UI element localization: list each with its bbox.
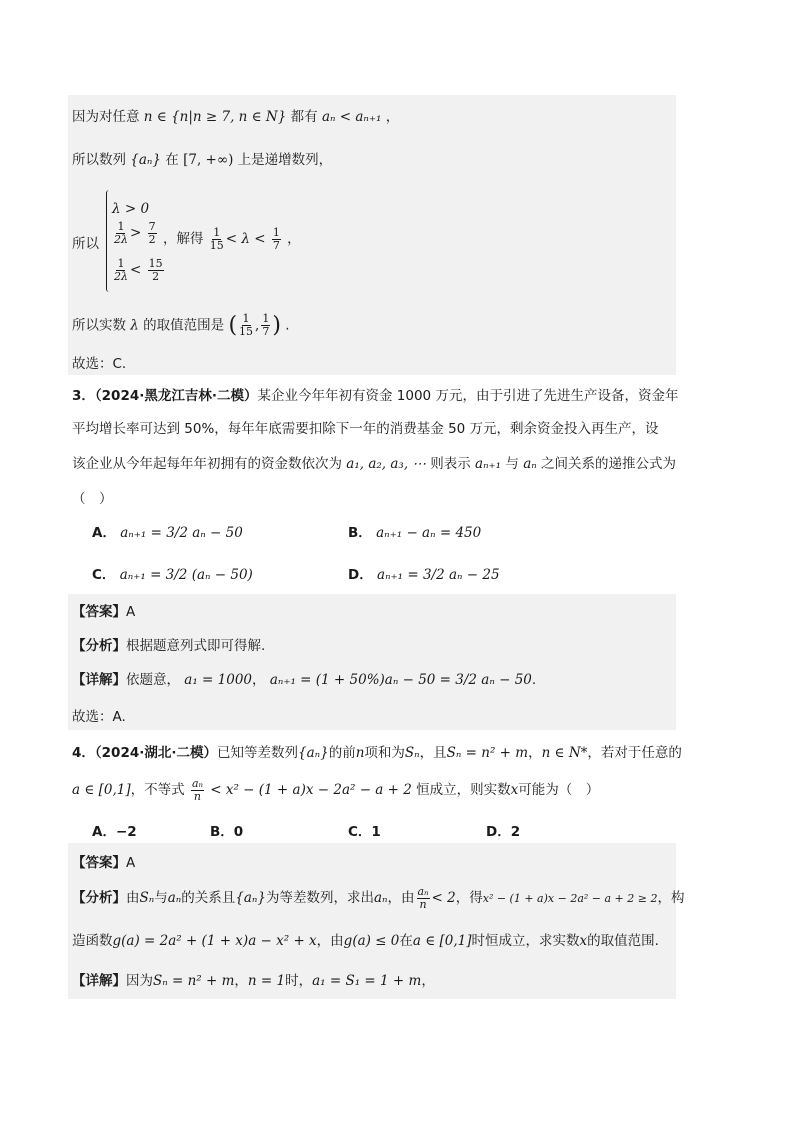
q3-analysis: 【分析】根据题意列式即可得解. (72, 638, 266, 654)
q4-line-1: 4．（2024·湖北·二模）已知等差数列{aₙ}的前n项和为Sₙ，且Sₙ = n² + m，n ∈ N*，若对于任意的 (72, 745, 682, 761)
system-brace (106, 190, 109, 292)
q3-paren: （ ） (72, 491, 113, 507)
q3-line-3: 该企业从今年起每年年初拥有的资金数依次为 a₁, a₂, a₃, ⋯ 则表示 aₙ₊₁ 与 aₙ 之间关系的递推公式为 (72, 456, 677, 472)
q4-number: 4． (72, 745, 95, 761)
q3-source: （2024·黑龙江吉林·二模） (94, 388, 258, 404)
system-row-3: $\frac{1}{2\lambda}$ < $\frac{15}{2}$ (114, 257, 163, 283)
q4-source: （2024·湖北·二模） (94, 745, 217, 761)
q4-line-2: a ∈ [0,1]，不等式 $\frac{\text{aₙ}}{n}$ < x² − (1 + a)x − 2a² − a + 2 恒成立，则实数x可能为（ ） (72, 777, 600, 803)
q3-option-d[interactable]: D． aₙ₊₁ = 3/2 aₙ − 25 (348, 567, 500, 583)
q4-detail: 【详解】因为Sₙ = n² + m，n = 1时，a₁ = S₁ = 1 + m， (72, 973, 435, 989)
prev-select: 故选：C. (72, 356, 127, 372)
set-expression: n ∈ {n|n ≥ 7, n ∈ N} (143, 109, 287, 125)
prev-line-4: 所以实数 λ 的取值范围是 ( $\frac{1}{15}$ , $\frac{1}{7}$ ) . (72, 312, 290, 338)
solve-result: ，解得 $\frac{1}{15}$ < λ < $\frac{1}{7}$ ， (163, 226, 301, 252)
q3-select: 故选：A. (72, 709, 126, 725)
prev-line-3-label: 所以 (72, 236, 99, 252)
q3-option-b[interactable]: B． aₙ₊₁ − aₙ = 450 (348, 525, 482, 541)
q4-analysis-2: 造函数g(a) = 2a² + (1 + x)a − x² + x，由g(a) ≤ 0在a ∈ [0,1]时恒成立，求实数x的取值范围. (72, 933, 659, 949)
q3-option-c[interactable]: C． aₙ₊₁ = 3/2 (aₙ − 50) (92, 567, 253, 583)
q4-option-b[interactable]: B．0 (210, 824, 244, 840)
q4-option-c[interactable]: C．1 (348, 824, 381, 840)
q4-option-a[interactable]: A．−2 (92, 824, 137, 840)
inequality: aₙ < aₙ₊₁ (321, 109, 382, 125)
q3-answer: 【答案】A (72, 604, 136, 620)
q3-line-1: 3．（2024·黑龙江吉林·二模）某企业今年年初有资金 1000 万元，由于引进了先进生产设备，资金年 (72, 388, 679, 404)
q3-detail: 【详解】依题意， a₁ = 1000， aₙ₊₁ = (1 + 50%)aₙ − 50 = 3/2 aₙ − 50. (72, 672, 537, 688)
prev-line-2: 所以数列 {aₙ} 在 [7, +∞) 上是递增数列， (72, 152, 333, 168)
q4-option-d[interactable]: D．2 (486, 824, 521, 840)
system-row-1: λ > 0 (112, 201, 150, 217)
q4-analysis-1: 【分析】由Sₙ与aₙ的关系且{aₙ}为等差数列，求出aₙ，由 $\frac{\text{aₙ}}{n}$ < 2，得x² − (1 + a)x − 2a² − a + 2 ≥ 2，构 (72, 885, 685, 911)
q3-option-a[interactable]: A． aₙ₊₁ = 3/2 aₙ − 50 (92, 525, 243, 541)
system-row-2: $\frac{1}{2\lambda}$ > $\frac{7}{2}$ (114, 220, 156, 246)
q3-solution-shade (68, 594, 676, 730)
q4-answer: 【答案】A (72, 855, 136, 871)
q3-line-2: 平均增长率可达到 50%，每年年底需要扣除下一年的消费基金 50 万元，剩余资金投入再生产，设 (72, 421, 659, 437)
prev-line-1: 因为对任意 n ∈ {n|n ≥ 7, n ∈ N} 都有 aₙ < aₙ₊₁ ， (72, 109, 400, 125)
q3-number: 3． (72, 388, 95, 404)
